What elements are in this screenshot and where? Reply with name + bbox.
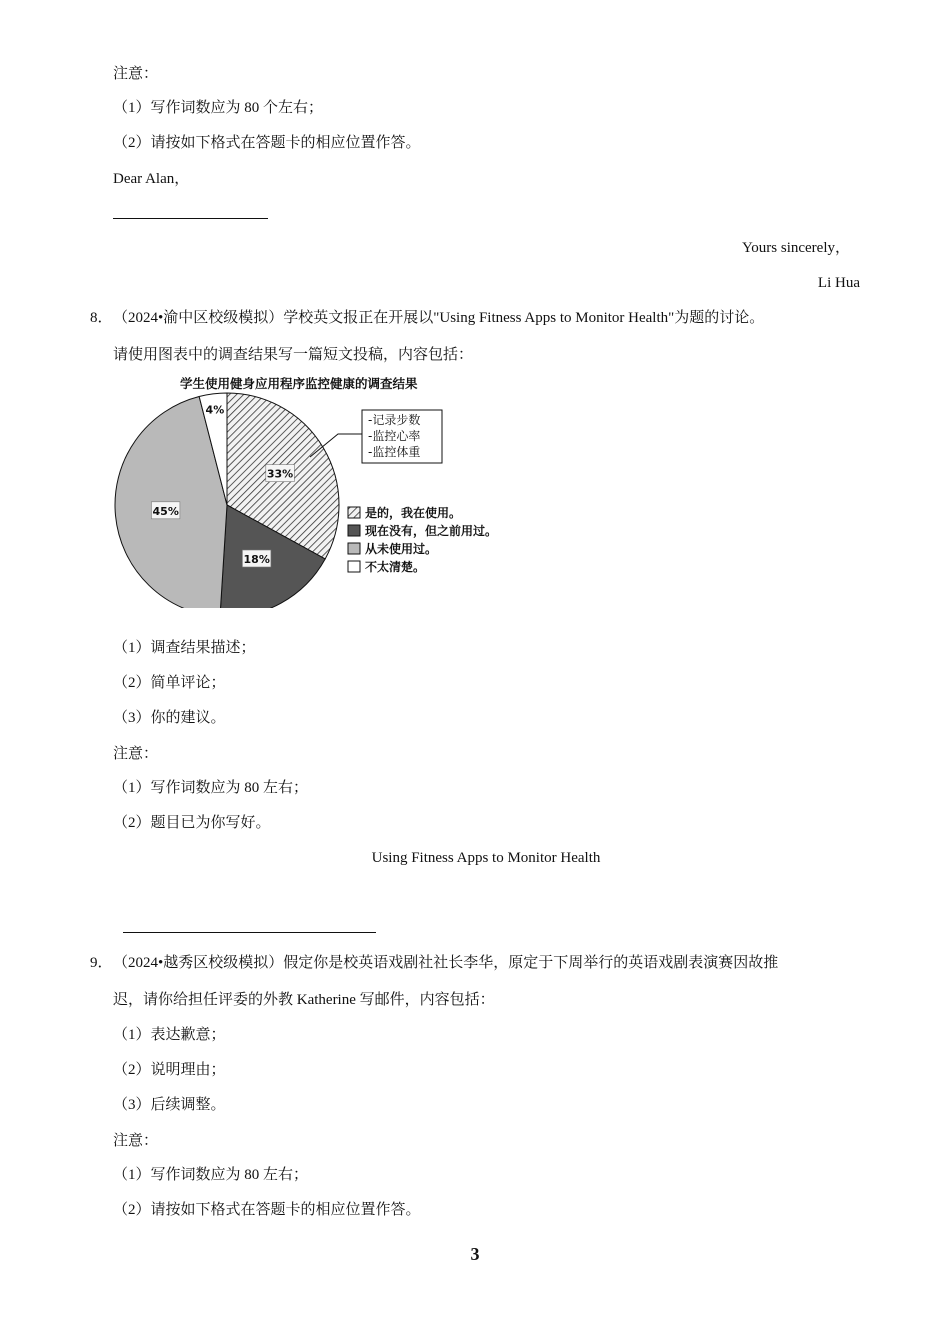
question-8-note-2: （2）题目已为你写好。 [113, 815, 271, 831]
question-8-item-3: （3）你的建议。 [113, 710, 226, 726]
answer-blank-line [113, 218, 268, 219]
chart-title: 学生使用健身应用程序监控健康的调查结果 [180, 376, 418, 391]
question-8-note-label: 注意： [113, 746, 159, 762]
question-9-item-1: （1）表达歉意； [113, 1027, 226, 1043]
slice-value-label: 18% [243, 553, 270, 566]
slice-value-label: 33% [266, 467, 294, 481]
question-8-prompt-line-1: （2024•渝中区校级模拟）学校英文报正在开展以"Using Fitness Apps to Monitor Health"为题的讨论。 [113, 310, 765, 326]
question-8-note-1: （1）写作词数应为 80 左右； [113, 780, 309, 796]
legend-label: 不太清楚。 [365, 560, 426, 574]
legend-label: 现在没有，但之前用过。 [365, 524, 498, 538]
callout-item-heart-rate: -监控心率 [368, 429, 421, 443]
essay-answer-blank-line [123, 932, 376, 933]
question-8-prompt-line-2: 请使用图表中的调查结果写一篇短文投稿，内容包括： [113, 347, 474, 363]
legend-label: 从未使用过。 [365, 542, 438, 556]
callout-item-steps: -记录步数 [368, 413, 421, 427]
legend-swatch [348, 507, 360, 518]
question-9-number: 9． [90, 955, 113, 971]
letter-signature: Li Hua [817, 275, 860, 291]
slice-value-label: 45% [152, 504, 179, 518]
slice-value-label: 4% [205, 403, 225, 417]
letter-closing: Yours sincerely， [741, 240, 850, 256]
legend-label: 是的，我在使用。 [365, 506, 462, 520]
letter-greeting: Dear Alan， [113, 171, 190, 187]
callout-item-weight: -监控体重 [368, 445, 421, 459]
legend-swatch [348, 525, 360, 536]
pie-chart-svg [110, 372, 520, 608]
page-number: 3 [470, 1244, 480, 1264]
question-8-item-1: （1）调查结果描述； [113, 640, 256, 656]
question-8-number: 8． [90, 310, 113, 326]
essay-title: Using Fitness Apps to Monitor Health [371, 850, 601, 866]
question-9-item-3: （3）后续调整。 [113, 1097, 226, 1113]
survey-pie-chart [110, 372, 520, 608]
legend-swatch [348, 543, 360, 554]
question-9-prompt-line-2: 迟，请你给担任评委的外教 Katherine 写邮件，内容包括： [113, 992, 495, 1008]
note-label: 注意： [113, 66, 159, 82]
question-8-item-2: （2）简单评论； [113, 675, 226, 691]
question-9-prompt-line-1: （2024•越秀区校级模拟）假定你是校英语戏剧社社长李华，原定于下周举行的英语戏剧表演赛因故推 [113, 955, 779, 971]
legend-swatch [348, 561, 360, 572]
question-9-note-1: （1）写作词数应为 80 左右； [113, 1167, 309, 1183]
question-9-note-2: （2）请按如下格式在答题卡的相应位置作答。 [113, 1202, 421, 1218]
note-format: （2）请按如下格式在答题卡的相应位置作答。 [113, 135, 421, 151]
question-9-item-2: （2）说明理由； [113, 1062, 226, 1078]
question-9-note-label: 注意： [113, 1133, 159, 1149]
note-word-count: （1）写作词数应为 80 个左右； [113, 100, 324, 116]
